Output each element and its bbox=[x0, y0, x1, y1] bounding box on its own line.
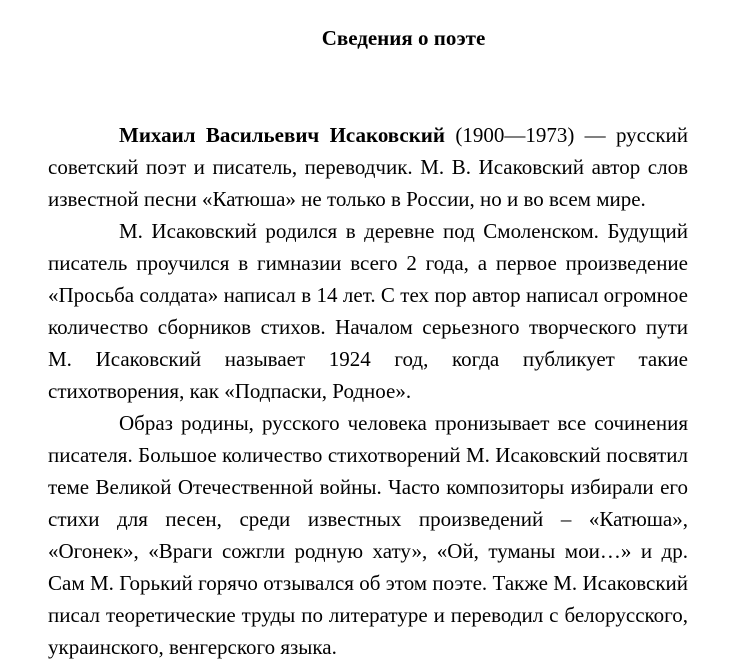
text-segment: Образ родины, русского человека пронизывает все сочинения писателя. Большое количество стихотворений М. Исаковский посвятил теме Великой Отечественной войны. Часто композиторы избирали его стихи для песен, среди известных произведений – «Катюша», «Огонек», «Враги сожгли родную хату», «Ой, туманы мои…» и др. Сам М. Горький горячо отзывался об этом поэте. Также М. Исаковский писал теоретические труды по литературе и переводил с белорусского, украинского, венгерского языка. bbox=[48, 411, 688, 659]
document-body bbox=[48, 119, 688, 663]
document-title: Сведения о поэте bbox=[321, 26, 486, 50]
paragraph bbox=[48, 215, 688, 407]
paragraph bbox=[48, 407, 688, 663]
text-segment-bold: Михаил Васильевич Исаковский bbox=[119, 123, 446, 147]
text-segment: М. Исаковский родился в деревне под Смоленском. Будущий писатель проучился в гимназии всего 2 года, а первое произведение «Просьба солдата» написал в 14 лет. С тех пор автор написал огромное количество сборников стихов. Началом серьезного творческого пути М. Исаковский называет 1924 год, когда публикует такие стихотворения, как «Подпаски, Родное». bbox=[48, 219, 688, 403]
paragraph bbox=[48, 119, 688, 215]
text-segment: (1900—1973) — русский советский поэт и писатель, переводчик. М. В. Исаковский автор слов известной песни «Катюша» не только в России, но и во всем мире. bbox=[48, 123, 689, 211]
